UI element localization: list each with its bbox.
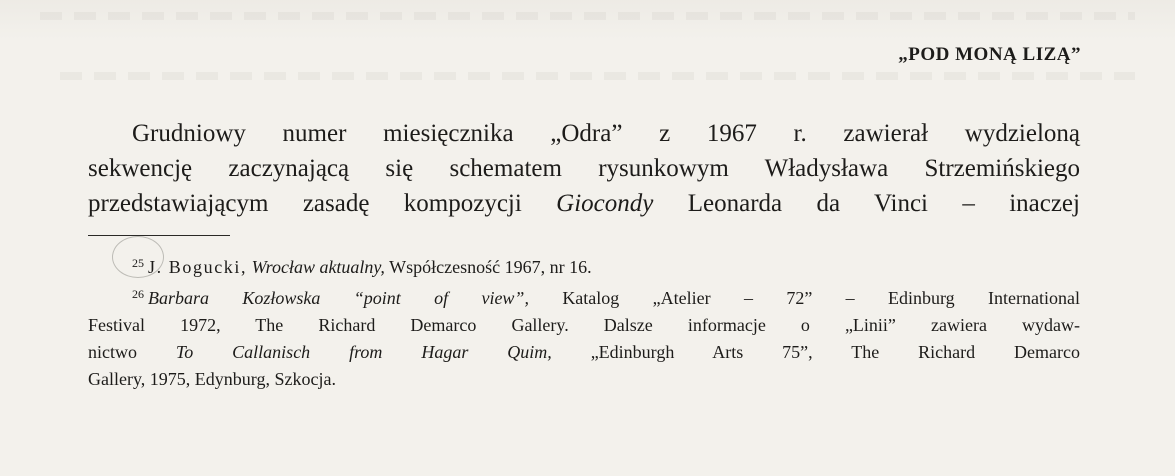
footnotes (88, 250, 1080, 393)
footnote-title: Barbara Kozłowska “point of view”, (148, 288, 529, 308)
bleed-through-text (40, 12, 1135, 20)
footnote-line: Festival 1972, The Richard Demarco Gallery. Dalsze informacje o „Linii” zawiera wydaw- (88, 315, 1080, 335)
footnote-author: J. Bogucki, (148, 257, 248, 277)
paragraph-text: przedstawiającym zasadę kompozycji (88, 190, 557, 217)
footnote-title: Wrocław aktualny, (251, 257, 385, 277)
footnote-text: „Edinburgh Arts 75”, The Richard Demarco (590, 342, 1081, 362)
footnote-line: Gallery, 1975, Edynburg, Szkocja. (88, 369, 336, 389)
footnote-line (88, 250, 1080, 281)
footnote-separator (88, 235, 230, 236)
paragraph-line: sekwencję zaczynającą się schematem rysunkowym Władysława Strzemińskiego (88, 155, 1080, 182)
bleed-through-text (60, 72, 1135, 80)
footnote-text: nictwo (88, 342, 176, 362)
paragraph-line (88, 186, 1080, 221)
footnote-text: Katalog „Atelier – 72” – Edinburg International (562, 288, 1081, 308)
body-paragraph (88, 116, 1080, 221)
footnote-25 (88, 250, 1080, 281)
footnote-line (88, 281, 1080, 312)
chapter-heading: „POD MONĄ LIZĄ” (898, 44, 1081, 65)
footnote-number: 25 (132, 256, 144, 270)
footnote-title: To Callanisch from Hagar Quim, (175, 342, 552, 362)
paragraph-text: Leonarda da Vinci – inaczej (653, 190, 1080, 217)
footnote-line (88, 339, 1080, 366)
paragraph-line: Grudniowy numer miesięcznika „Odra” z 1967 r. zawierał wydzieloną (132, 120, 1080, 147)
footnote-text: Współczesność 1967, nr 16. (389, 257, 592, 277)
footnote-number: 26 (132, 287, 144, 301)
paragraph-italic: Giocondy (556, 190, 654, 217)
footnote-26 (88, 281, 1080, 393)
